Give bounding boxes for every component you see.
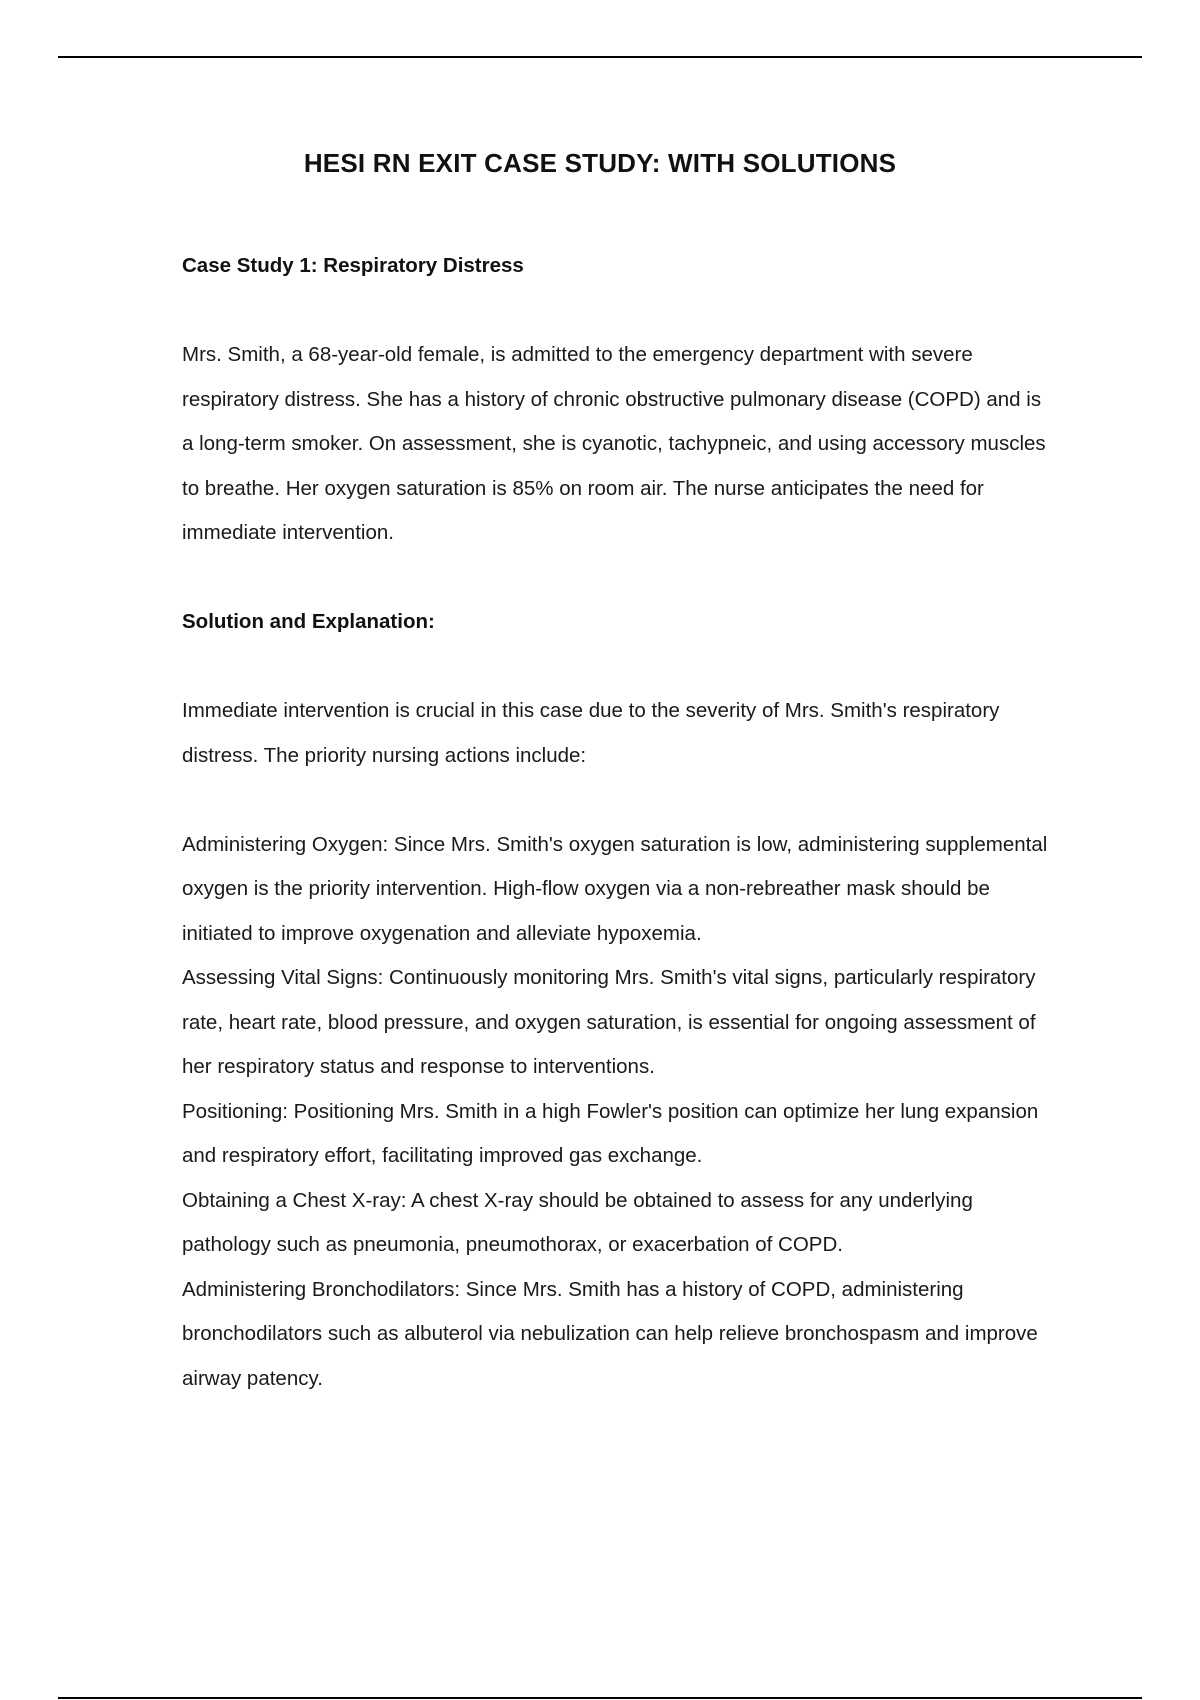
case-heading: Case Study 1: Respiratory Distress [182,254,524,277]
action-item-positioning: Positioning: Positioning Mrs. Smith in a high Fowler's position can optimize her lung expansion and respiratory effort, facilitating improved gas exchange. [182,1099,1039,1167]
spacer [182,556,1052,601]
spacer [182,289,1052,334]
action-item-chest-xray: Obtaining a Chest X-ray: A chest X-ray should be obtained to assess for any underlying pathology such as pneumonia, pneumothorax, or exacerbation of COPD. [182,1188,973,1256]
header-rule [58,56,1142,58]
spacer [182,645,1052,690]
page-title: HESI RN EXIT CASE STUDY: WITH SOLUTIONS [303,148,897,178]
action-item-vital-signs: Assessing Vital Signs: Continuously monitoring Mrs. Smith's vital signs, particularly respiratory rate, heart rate, blood pressure, and oxygen saturation, is essential for ongoing assessment of her respiratory status and response to interventions. [182,966,1036,1078]
solution-intro-paragraph: Immediate intervention is crucial in this case due to the severity of Mrs. Smith's respiratory distress. The priority nursing actions include: [182,699,1000,767]
spacer [182,778,1052,823]
action-item-oxygen: Administering Oxygen: Since Mrs. Smith's oxygen saturation is low, administering supplemental oxygen is the priority intervention. High-flow oxygen via a non-rebreather mask should be initiated to improve oxygenation and alleviate hypoxemia. [182,832,1048,945]
solution-heading: Solution and Explanation: [182,610,435,633]
document-body [182,244,1052,1401]
footer-rule [58,1697,1142,1699]
case-paragraph: Mrs. Smith, a 68-year-old female, is admitted to the emergency department with severe respiratory distress. She has a history of chronic obstructive pulmonary disease (COPD) and is a long-term smoker. On assessment, she is cyanotic, tachypneic, and using accessory muscles to breathe. Her oxygen saturation is 85% on room air. The nurse anticipates the need for immediate intervention. [182,343,1046,544]
action-item-bronchodilators: Administering Bronchodilators: Since Mrs. Smith has a history of COPD, administering bronchodilators such as albuterol via nebulization can help relieve bronchospasm and improve airway patency. [182,1277,1038,1390]
